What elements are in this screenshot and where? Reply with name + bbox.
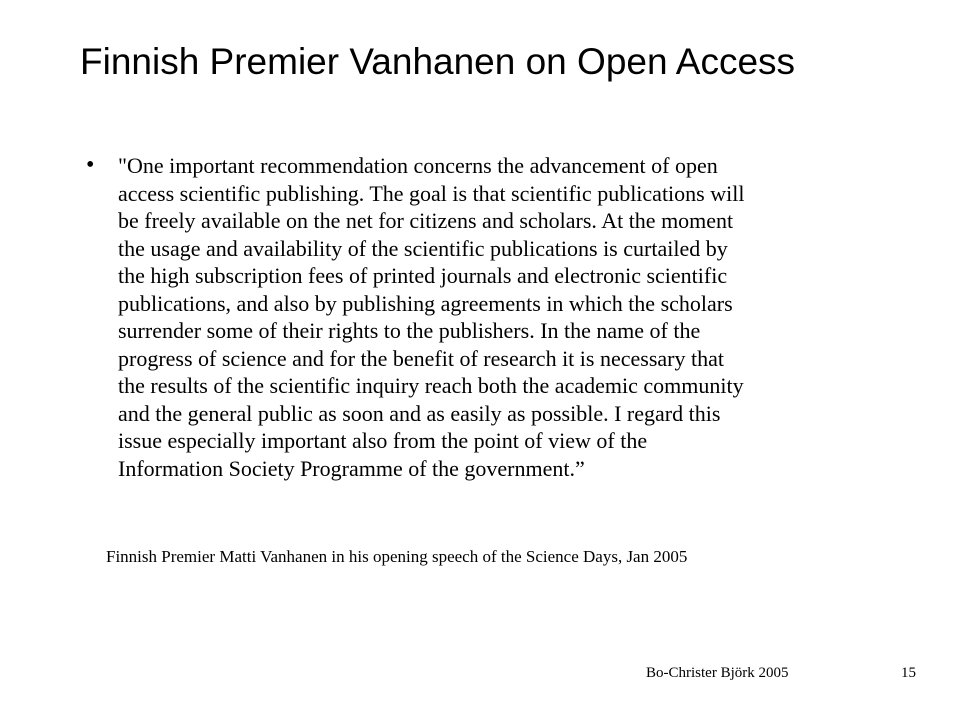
quote-line: the usage and availability of the scientific publications is curtailed by (118, 235, 728, 261)
slide-title: Finnish Premier Vanhanen on Open Access (80, 41, 796, 82)
quote-line: issue especially important also from the point of view of the (118, 428, 648, 453)
bullet-marker: • (86, 152, 95, 178)
quote-line: surrender some of their rights to the publishers. In the name of the (118, 318, 701, 343)
quote-line: "One important recommendation concerns the advancement of open (118, 153, 718, 178)
footer-author: Bo-Christer Björk 2005 (646, 665, 789, 681)
quote-line: progress of science and for the benefit of research it is necessary that (118, 345, 724, 371)
quote-line: and the general public as soon and as easily as possible. I regard this (118, 400, 721, 426)
quote-attribution: Finnish Premier Matti Vanhanen in his opening speech of the Science Days, Jan 2005 (106, 547, 688, 566)
quote-line: the results of the scientific inquiry reach both the academic community (118, 373, 744, 398)
quote-line: Information Society Programme of the government.” (118, 455, 585, 481)
quote-line: the high subscription fees of printed journals and electronic scientific (118, 263, 728, 288)
quote-line: be freely available on the net for citizens and scholars. At the moment (118, 208, 734, 233)
quote-line: access scientific publishing. The goal is that scientific publications will (118, 180, 745, 206)
quote-line: publications, and also by publishing agreements in which the scholars (118, 290, 733, 316)
page-number: 15 (901, 665, 916, 681)
quote-text (118, 152, 886, 482)
